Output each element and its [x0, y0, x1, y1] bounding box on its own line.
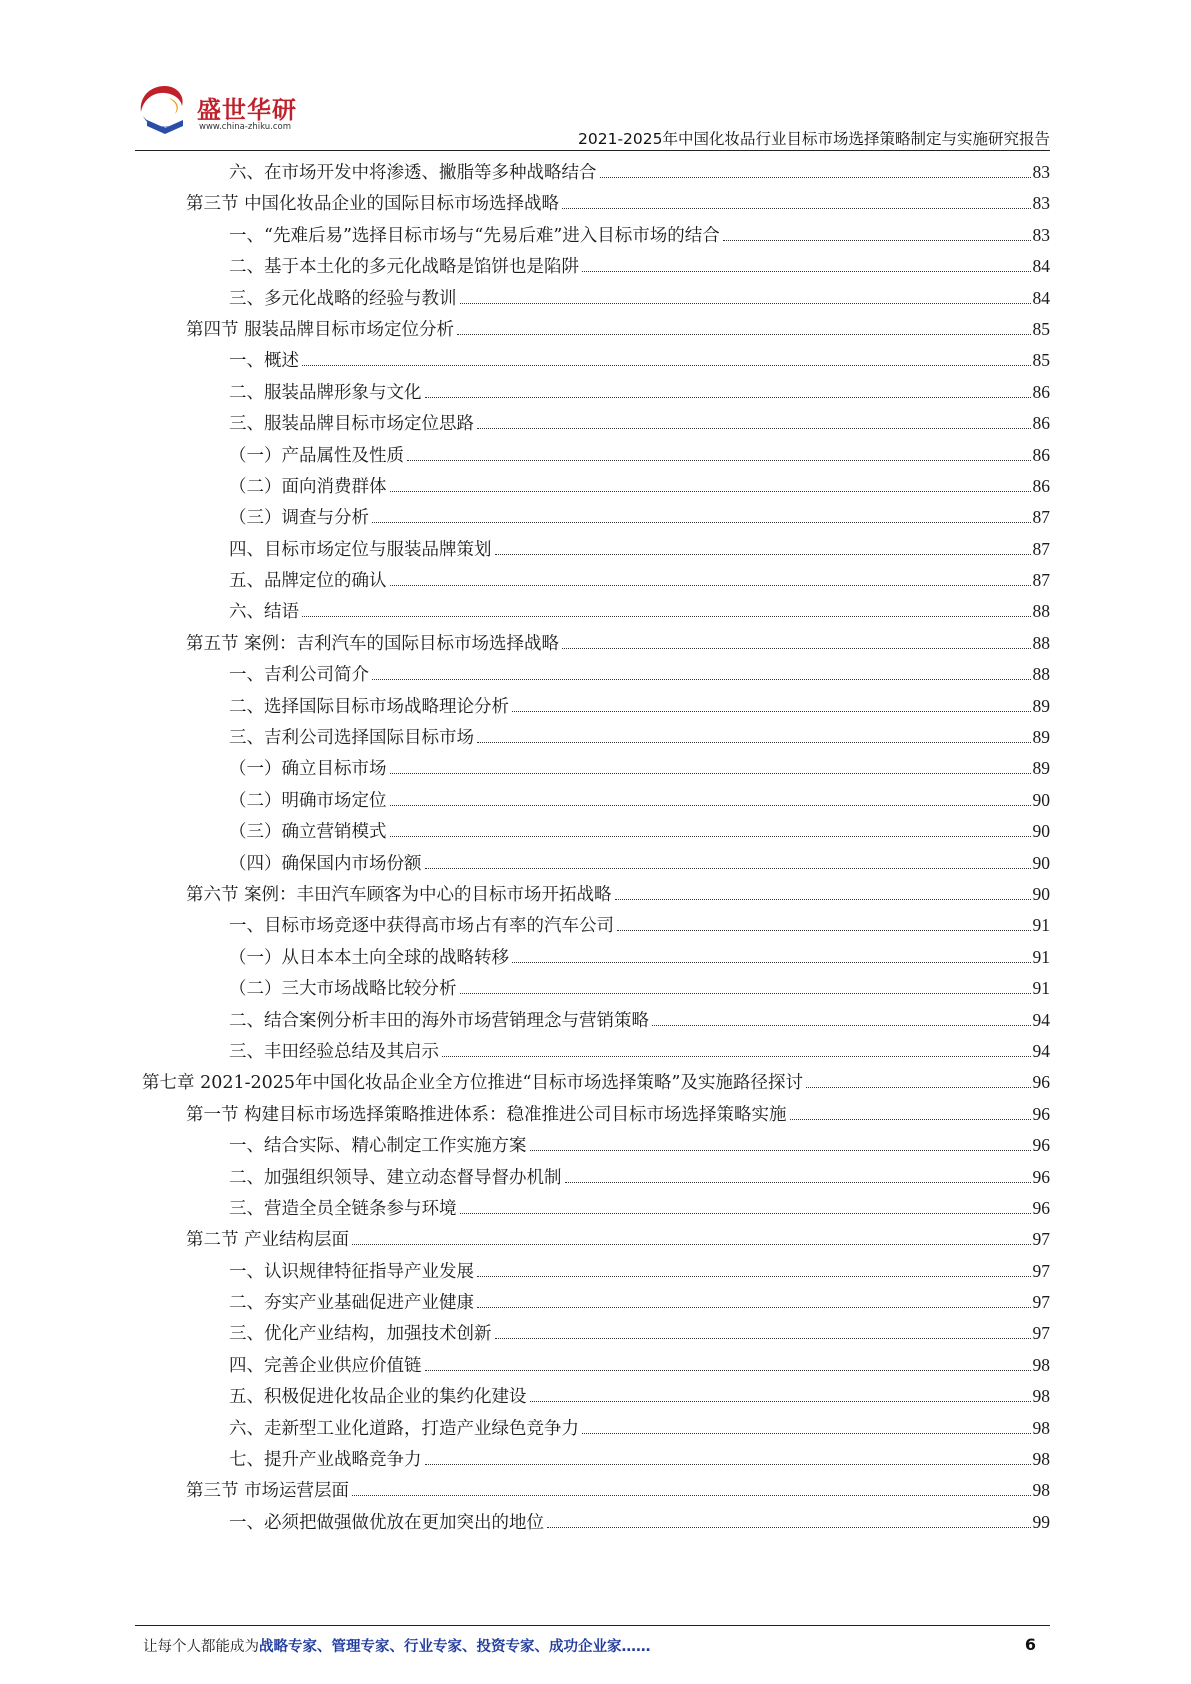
toc-entry-title: 四、完善企业供应价值链: [229, 1355, 422, 1376]
toc-entry-title: 三、丰田经验总结及其启示: [229, 1041, 439, 1062]
toc-leader-dots: [615, 899, 1031, 900]
toc-leader-dots: [390, 585, 1031, 586]
toc-entry-page: 84: [1032, 287, 1050, 308]
toc-leader-dots: [460, 993, 1031, 994]
toc-entry-title: （二）三大市场战略比较分析: [229, 979, 457, 1000]
footer-slogan-highlight: 战略专家、管理专家、行业专家、投资专家、成功企业家……: [259, 1639, 651, 1655]
toc-entry-page: 90: [1032, 852, 1050, 873]
toc-entry[interactable]: [142, 879, 1050, 910]
toc-entry-title: 一、吉利公司简介: [229, 665, 369, 686]
toc-entry-title: 二、结合案例分析丰田的海外市场营销理念与营销策略: [229, 1010, 649, 1031]
toc-entry-title: 六、在市场开发中将渗透、撇脂等多种战略结合: [229, 163, 597, 183]
toc-entry[interactable]: [142, 220, 1050, 251]
toc-entry[interactable]: [142, 596, 1050, 627]
toc-entry-page: 88: [1032, 601, 1050, 622]
toc-entry[interactable]: [142, 534, 1050, 565]
toc-entry-title: 二、加强组织领导、建立动态督导督办机制: [229, 1167, 562, 1188]
toc-entry-page: 89: [1032, 758, 1050, 779]
toc-entry[interactable]: [142, 1162, 1050, 1193]
toc-entry[interactable]: [142, 1067, 1050, 1098]
toc-entry[interactable]: [142, 1256, 1050, 1287]
toc-entry[interactable]: [142, 753, 1050, 784]
toc-entry[interactable]: [142, 848, 1050, 879]
toc-leader-dots: [512, 962, 1031, 963]
toc-entry-page: 96: [1032, 1135, 1050, 1156]
toc-entry-page: 86: [1032, 413, 1050, 434]
toc-entry-page: 88: [1032, 632, 1050, 653]
toc-entry[interactable]: [142, 1193, 1050, 1224]
toc-entry[interactable]: [142, 440, 1050, 471]
toc-leader-dots: [790, 1119, 1031, 1120]
toc-leader-dots: [390, 773, 1031, 774]
toc-leader-dots: [477, 1276, 1031, 1277]
toc-entry-page: 87: [1032, 570, 1050, 591]
toc-entry-title: 第一节 构建目标市场选择策略推进体系：稳准推进公司目标市场选择策略实施: [186, 1104, 787, 1125]
toc-leader-dots: [425, 1370, 1031, 1371]
toc-entry[interactable]: [142, 628, 1050, 659]
toc-entry[interactable]: [142, 1507, 1050, 1538]
toc-entry[interactable]: [142, 251, 1050, 282]
toc-entry-page: 90: [1032, 883, 1050, 904]
toc-entry[interactable]: [142, 1350, 1050, 1381]
toc-leader-dots: [562, 208, 1030, 209]
toc-leader-dots: [390, 491, 1031, 492]
toc-leader-dots: [530, 1150, 1031, 1151]
toc-entry-title: （二）明确市场定位: [229, 790, 387, 811]
toc-entry-page: 94: [1032, 1009, 1050, 1030]
toc-entry[interactable]: [142, 314, 1050, 345]
toc-entry[interactable]: [142, 1005, 1050, 1036]
toc-entry[interactable]: [142, 377, 1050, 408]
toc-entry-title: （三）确立营销模式: [229, 822, 387, 843]
toc-entry-page: 83: [1032, 162, 1050, 182]
toc-entry-page: 96: [1032, 1197, 1050, 1218]
toc-entry-page: 86: [1032, 475, 1050, 496]
toc-leader-dots: [425, 868, 1031, 869]
toc-leader-dots: [352, 1244, 1030, 1245]
toc-entry-page: 86: [1032, 381, 1050, 402]
toc-entry-title: 五、品牌定位的确认: [229, 571, 387, 592]
toc-entry-title: 六、走新型工业化道路，打造产业绿色竞争力: [229, 1418, 579, 1439]
toc-entry-page: 98: [1032, 1480, 1050, 1501]
toc-leader-dots: [530, 1401, 1031, 1402]
toc-entry-page: 98: [1032, 1417, 1050, 1438]
toc-entry-page: 98: [1032, 1449, 1050, 1470]
toc-entry-page: 87: [1032, 507, 1050, 528]
toc-leader-dots: [390, 805, 1031, 806]
toc-entry[interactable]: [142, 1130, 1050, 1161]
toc-entry[interactable]: [142, 942, 1050, 973]
toc-entry[interactable]: [142, 1475, 1050, 1506]
toc-entry-title: 第六节 案例：丰田汽车顾客为中心的目标市场开拓战略: [186, 884, 612, 905]
toc-entry-page: 87: [1032, 538, 1050, 559]
toc-entry[interactable]: [142, 1099, 1050, 1130]
toc-entry-title: 三、优化产业结构，加强技术创新: [229, 1324, 492, 1345]
toc-entry-title: （四）确保国内市场份额: [229, 853, 422, 874]
toc-entry[interactable]: [142, 910, 1050, 941]
page-footer: [143, 1635, 1036, 1665]
header-divider: [135, 150, 1050, 151]
toc-entry[interactable]: [142, 565, 1050, 596]
toc-leader-dots: [425, 397, 1031, 398]
toc-entry-title: 一、认识规律特征指导产业发展: [229, 1261, 474, 1282]
toc-entry-page: 97: [1032, 1292, 1050, 1313]
toc-entry[interactable]: [142, 722, 1050, 753]
toc-entry-page: 94: [1032, 1040, 1050, 1061]
toc-entry-title: （二）面向消费群体: [229, 476, 387, 497]
toc-leader-dots: [425, 1464, 1031, 1465]
toc-leader-dots: [617, 930, 1031, 931]
toc-leader-dots: [547, 1527, 1031, 1528]
toc-leader-dots: [302, 365, 1031, 366]
toc-leader-dots: [562, 648, 1030, 649]
toc-entry-title: 第二节 产业结构层面: [186, 1230, 350, 1251]
toc-entry[interactable]: [142, 973, 1050, 1004]
toc-entry-page: 98: [1032, 1386, 1050, 1407]
toc-entry-page: 97: [1032, 1229, 1050, 1250]
toc-entry[interactable]: [142, 471, 1050, 502]
toc-entry[interactable]: [142, 785, 1050, 816]
toc-entry[interactable]: [142, 1381, 1050, 1412]
toc-entry-title: 第七章 2021-2025年中国化妆品企业全方位推进“目标市场选择策略”及实施路径探讨: [142, 1073, 803, 1094]
toc-leader-dots: [372, 679, 1031, 680]
toc-entry-page: 86: [1032, 444, 1050, 465]
toc-entry-page: 91: [1032, 978, 1050, 999]
toc-entry-title: （一）产品属性及性质: [229, 445, 404, 466]
toc-leader-dots: [600, 177, 1031, 178]
toc-entry[interactable]: [142, 1287, 1050, 1318]
toc-entry-title: 第四节 服装品牌目标市场定位分析: [186, 319, 455, 340]
toc-entry-page: 89: [1032, 727, 1050, 748]
toc-entry[interactable]: [142, 1444, 1050, 1475]
toc-entry-title: 三、营造全员全链条参与环境: [229, 1198, 457, 1219]
toc-entry[interactable]: [142, 188, 1050, 219]
toc-entry-page: 97: [1032, 1260, 1050, 1281]
company-logo: [135, 80, 305, 142]
toc-entry[interactable]: [142, 1413, 1050, 1444]
toc-entry-page: 90: [1032, 789, 1050, 810]
toc-leader-dots: [407, 460, 1031, 461]
toc-leader-dots: [352, 1495, 1030, 1496]
toc-leader-dots: [477, 428, 1031, 429]
toc-entry-title: 二、服装品牌形象与文化: [229, 382, 422, 403]
logo-emblem-icon: [135, 80, 195, 140]
toc-entry-page: 96: [1032, 1166, 1050, 1187]
toc-entry-page: 83: [1032, 224, 1050, 245]
toc-entry-page: 91: [1032, 915, 1050, 936]
toc-leader-dots: [390, 836, 1031, 837]
toc-entry[interactable]: [142, 816, 1050, 847]
report-title: 2021-2025年中国化妆品行业目标市场选择策略制定与实施研究报告: [578, 130, 1050, 148]
logo-name: 盛世华研: [197, 96, 297, 124]
toc-entry-title: （三）调查与分析: [229, 508, 369, 529]
toc-entry-title: 三、服装品牌目标市场定位思路: [229, 414, 474, 435]
toc-entry-title: 五、积极促进化妆品企业的集约化建设: [229, 1387, 527, 1408]
toc-leader-dots: [302, 616, 1031, 617]
toc-entry-title: 二、基于本土化的多元化战略是馅饼也是陷阱: [229, 257, 579, 278]
toc-entry-page: 84: [1032, 256, 1050, 277]
toc-entry-title: 二、夯实产业基础促进产业健康: [229, 1293, 474, 1314]
logo-url: www.china-zhiku.com: [199, 122, 291, 132]
toc-entry-page: 90: [1032, 821, 1050, 842]
toc-entry[interactable]: [142, 659, 1050, 690]
toc-leader-dots: [806, 1087, 1031, 1088]
footer-divider: [135, 1625, 1050, 1626]
toc-leader-dots: [723, 240, 1031, 241]
toc-entry[interactable]: [142, 1318, 1050, 1349]
toc-entry-title: 一、“先难后易”选择目标市场与“先易后难”进入目标市场的结合: [229, 225, 720, 246]
toc-entry-page: 89: [1032, 695, 1050, 716]
toc-entry-title: 六、结语: [229, 602, 299, 623]
toc-entry-page: 98: [1032, 1354, 1050, 1375]
toc-entry-title: 四、目标市场定位与服装品牌策划: [229, 539, 492, 560]
toc-entry-page: 85: [1032, 350, 1050, 371]
toc-entry-title: 二、选择国际目标市场战略理论分析: [229, 696, 509, 717]
toc-leader-dots: [582, 271, 1031, 272]
toc-leader-dots: [460, 1213, 1031, 1214]
toc-entry-page: 91: [1032, 946, 1050, 967]
page-header: [135, 80, 1050, 150]
toc-leader-dots: [457, 334, 1030, 335]
toc-entry-title: 第三节 市场运营层面: [186, 1481, 350, 1502]
toc-leader-dots: [477, 1307, 1031, 1308]
page-number: 6: [1024, 1635, 1036, 1654]
toc-leader-dots: [477, 742, 1031, 743]
table-of-contents: [142, 157, 1050, 1538]
toc-entry-page: 96: [1032, 1103, 1050, 1124]
toc-entry-page: 97: [1032, 1323, 1050, 1344]
toc-entry-title: 第五节 案例：吉利汽车的国际目标市场选择战略: [186, 633, 560, 654]
toc-entry-title: 一、必须把做强做优放在更加突出的地位: [229, 1512, 544, 1533]
toc-entry-page: 88: [1032, 664, 1050, 685]
toc-entry[interactable]: [142, 408, 1050, 439]
toc-entry[interactable]: [142, 691, 1050, 722]
toc-leader-dots: [652, 1025, 1031, 1026]
toc-entry-title: 一、结合实际、精心制定工作实施方案: [229, 1136, 527, 1157]
toc-entry-title: 三、吉利公司选择国际目标市场: [229, 728, 474, 749]
toc-entry-title: 一、目标市场竞逐中获得高市场占有率的汽车公司: [229, 916, 614, 937]
toc-entry-title: 七、提升产业战略竞争力: [229, 1450, 422, 1471]
toc-leader-dots: [495, 554, 1031, 555]
toc-entry-page: 96: [1032, 1072, 1050, 1093]
toc-entry-page: 99: [1032, 1511, 1050, 1532]
toc-leader-dots: [582, 1433, 1031, 1434]
toc-leader-dots: [460, 303, 1031, 304]
toc-entry-title: （一）从日本本土向全球的战略转移: [229, 947, 509, 968]
toc-entry-page: 83: [1032, 193, 1050, 214]
toc-entry-title: 第三节 中国化妆品企业的国际目标市场选择战略: [186, 194, 560, 215]
toc-leader-dots: [495, 1338, 1031, 1339]
footer-slogan-prefix: 让每个人都能成为: [143, 1639, 259, 1655]
toc-entry-title: （一）确立目标市场: [229, 759, 387, 780]
toc-entry[interactable]: [142, 1036, 1050, 1067]
toc-entry[interactable]: [142, 502, 1050, 533]
toc-leader-dots: [512, 711, 1031, 712]
toc-entry[interactable]: [142, 345, 1050, 376]
toc-entry-page: 85: [1032, 318, 1050, 339]
toc-entry-title: 一、概述: [229, 351, 299, 372]
toc-entry[interactable]: [142, 283, 1050, 314]
toc-leader-dots: [442, 1056, 1031, 1057]
toc-leader-dots: [372, 522, 1031, 523]
toc-entry-title: 三、多元化战略的经验与教训: [229, 288, 457, 309]
toc-leader-dots: [565, 1182, 1031, 1183]
toc-entry[interactable]: [142, 1224, 1050, 1255]
toc-entry[interactable]: [142, 157, 1050, 188]
